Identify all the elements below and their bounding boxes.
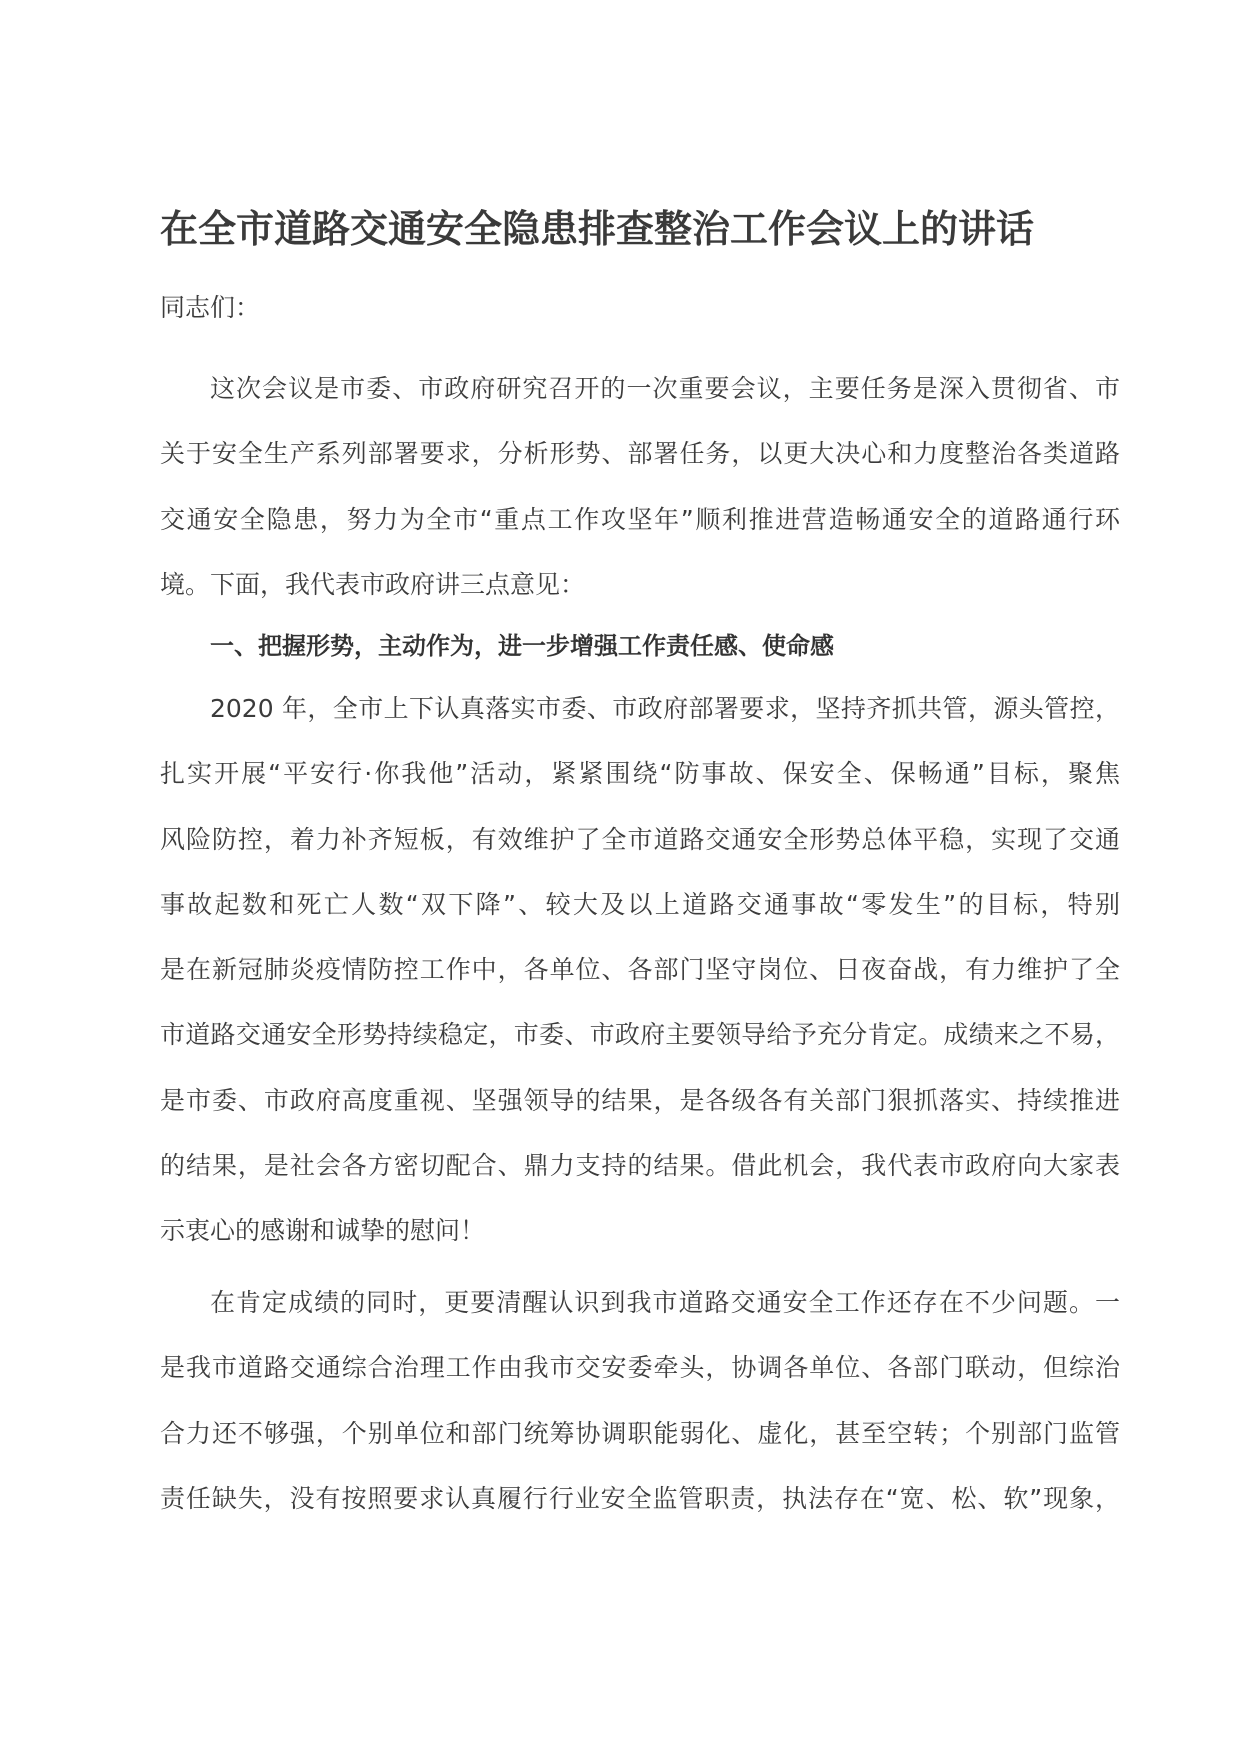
paragraph-problems — [160, 1270, 1120, 1531]
section-heading-1: 一、把握形势，主动作为，进一步增强工作责任感、使命感 — [210, 632, 834, 660]
paragraph-line: 事故起数和死亡人数“双下降”、较大及以上道路交通事故“零发生”的目标，特别 — [160, 889, 1120, 919]
salutation: 同志们： — [160, 293, 261, 322]
paragraph-line: 是在新冠肺炎疫情防控工作中，各单位、各部门坚守岗位、日夜奋战，有力维护了全 — [160, 955, 1120, 985]
paragraph-line: 风险防控，着力补齐短板，有效维护了全市道路交通安全形势总体平稳，实现了交通 — [160, 824, 1120, 854]
paragraph-line: 是我市道路交通综合治理工作由我市交安委牵头，协调各单位、各部门联动，但综治 — [160, 1353, 1120, 1383]
paragraph-line: 境。下面，我代表市政府讲三点意见： — [160, 569, 586, 599]
paragraph-line: 在肯定成绩的同时，更要清醒认识到我市道路交通安全工作还存在不少问题。一 — [210, 1288, 1120, 1317]
paragraph-line: 扎实开展“平安行·你我他”活动，紧紧围绕“防事故、保安全、保畅通”目标，聚焦 — [160, 759, 1120, 789]
paragraph-line: 交通安全隐患，努力为全市“重点工作攻坚年”顺利推进营造畅通安全的道路通行环 — [160, 504, 1120, 534]
paragraph-line: 是市委、市政府高度重视、坚强领导的结果，是各级各有关部门狠抓落实、持续推进 — [160, 1085, 1120, 1115]
paragraph-line: 这次会议是市委、市政府研究召开的一次重要会议，主要任务是深入贯彻省、市 — [210, 374, 1120, 403]
document-title: 在全市道路交通安全隐患排查整治工作会议上的讲话 — [160, 207, 1035, 251]
paragraph-line: 合力还不够强，个别单位和部门统筹协调职能弱化、虚化，甚至空转；个别部门监管 — [160, 1418, 1120, 1448]
paragraph-line: 示衷心的感谢和诚挚的慰问！ — [160, 1216, 486, 1246]
paragraph-intro — [160, 356, 1120, 617]
paragraph-achievements — [160, 676, 1120, 1264]
paragraph-line: 的结果，是社会各方密切配合、鼎力支持的结果。借此机会，我代表市政府向大家表 — [160, 1151, 1120, 1181]
paragraph-line: 2020 年，全市上下认真落实市委、市政府部署要求，坚持齐抓共管，源头管控， — [210, 694, 1120, 723]
paragraph-line: 市道路交通安全形势持续稳定，市委、市政府主要领导给予充分肯定。成绩来之不易， — [160, 1020, 1120, 1050]
paragraph-line: 关于安全生产系列部署要求，分析形势、部署任务，以更大决心和力度整治各类道路 — [160, 439, 1120, 469]
paragraph-line: 责任缺失，没有按照要求认真履行行业安全监管职责，执法存在“宽、松、软”现象， — [160, 1483, 1120, 1513]
